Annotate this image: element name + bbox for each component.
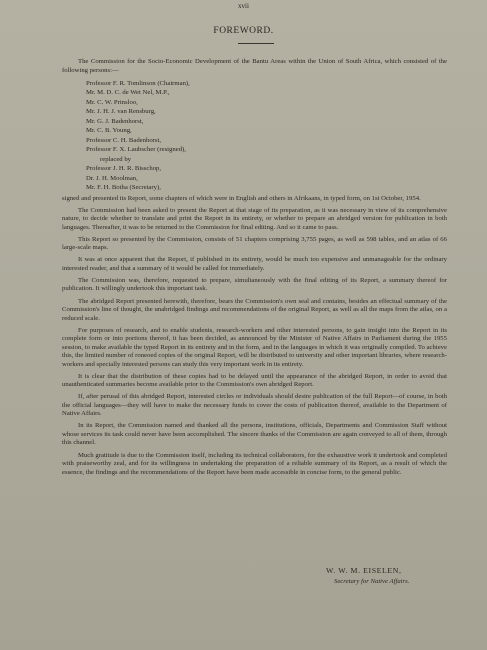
member-list	[86, 79, 447, 193]
paragraph: It was at once apparent that the Report, if published in its entirety, would be much too expensive and unmanageable for the ordinary interested reader, and that a summary of it would be called for immediately.	[62, 256, 447, 272]
paragraph: If, after perusal of this abridged Report, interested circles or individuals should desire publication of the full Report—of course, in both the official languages—they will have to make the necessary funds to cover the costs of publication thereof, available to the Department of Native Affairs.	[62, 393, 447, 418]
member-item: Mr. M. D. C. de Wet Nel, M.P.,	[86, 89, 170, 97]
paragraph: The abridged Report presented herewith, therefore, bears the Commission's own seal and contains, besides an effectual summary of the Commission's line of thought, the unabridged findings and recommendations of the original Report, as well as all the maps from the atlas, on a reduced scale.	[62, 297, 447, 322]
signatory-title: Secretary for Native Affairs.	[334, 578, 410, 585]
signatory-name: W. W. M. EISELEN,	[326, 566, 402, 575]
member-note: replaced by	[100, 155, 132, 163]
member-item: Professor F. X. Laubscher (resigned),	[86, 146, 186, 154]
paragraph: In its Report, the Commission named and thanked all the persons, institutions, officials, Departments and Commission Staff without whose services its task could never have been accomplished. The sincere thanks of the Commission are again conveyed to all of them, through this channel.	[62, 422, 447, 447]
member-item: Professor F. R. Tomlinson (Chairman),	[86, 79, 190, 87]
paragraph: The Commission was, therefore, requested to prepare, simultaneously with the final editing of its Report, a summary thereof for publication. It willingly undertook this important task.	[62, 276, 447, 293]
title-rule	[238, 43, 274, 44]
intro-paragraph: The Commission for the Socio-Economic Development of the Bantu Areas within the Union of South Africa, which consisted of the following persons:—	[62, 58, 447, 74]
member-item: Dr. J. H. Moolman,	[86, 174, 138, 182]
paragraph: The Commission had been asked to present the Report at that stage of its preparation, as it was necessary in view of its comprehensive nature, to decide whether to translate and print the Report in its entirety, or whether to prepare an abridged version for publication in both languages. Thereafter, it was to be returned to the Commission for final editing. And so it came to pass.	[62, 206, 447, 231]
paragraph: It is clear that the distribution of these copies had to be delayed until the appearance of the abridged Report, in order to avoid that unauthenticated summaries become available prior to the Commission's own abridged Report.	[62, 372, 447, 389]
member-item: Professor J. H. R. Bisschop,	[86, 165, 162, 173]
member-item: Mr. C. B. Young,	[86, 127, 132, 135]
member-item: Professor C. H. Badenhorst,	[86, 136, 162, 144]
member-item: Mr. G. J. Badenhorst,	[86, 117, 144, 125]
page-title: FOREWORD.	[213, 26, 274, 36]
member-item: Mr. F. H. Botha (Secretary),	[86, 184, 161, 192]
paragraph: signed and presented its Report, some chapters of which were in English and others in Afrikaans, in typed form, on 1st October, 1954.	[62, 194, 421, 202]
member-item: Mr. C. W. Prinsloo,	[86, 98, 138, 106]
foreword-body	[62, 58, 447, 481]
paragraph: This Report so presented by the Commission, consists of 51 chapters comprising 3,755 pages, as well as 598 tables, and an atlas of 66 large-scale maps.	[62, 235, 447, 252]
member-item: Mr. J. H. J. van Rensburg,	[86, 108, 156, 116]
page-number: xvii	[238, 2, 249, 10]
paragraph: Much gratitude is due to the Commission itself, including its technical collaborators, for the exhaustive work it undertook and completed with praiseworthy zeal, and for its willingness in undertaking the preparation of a reliable summary of its Report, as a result of which the essence, the findings and the recommendations of the Report have been made accessible in concise form, to the general public.	[62, 451, 447, 476]
paragraph: For purposes of research, and to enable students, research-workers and other interested persons, to gain insight into the Report in its complete form or into portions thereof, it has been decided, as announced by the Minister of Native Affairs in Parliament during the 1955 session, to make available the typed Report in its entirety and in the form, and in the languages in which it was originally compiled. To achieve this, the limited number of roneoed copies of the original Report, will be distributed to university and other important libraries, where research-workers and specially interested persons can study this very important work in its entirety.	[62, 326, 447, 368]
